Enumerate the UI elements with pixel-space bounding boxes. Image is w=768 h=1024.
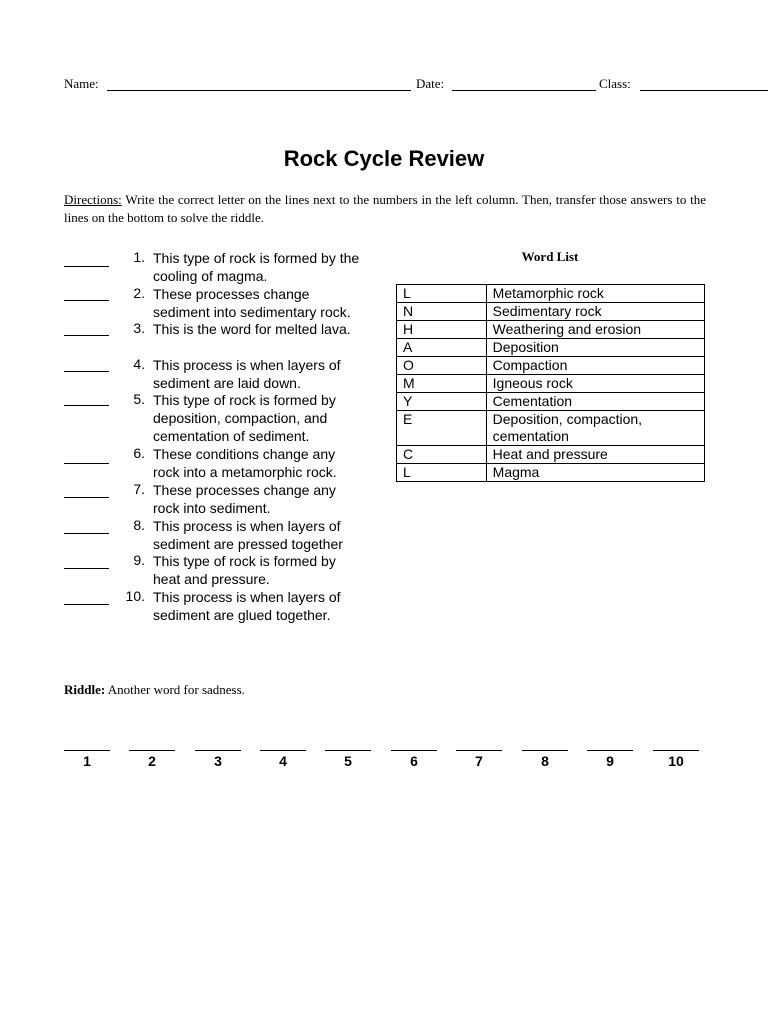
question-number: 4. bbox=[133, 356, 145, 372]
riddle-number: 2 bbox=[148, 753, 156, 769]
word-term: Magma bbox=[486, 464, 704, 482]
question-text: This process is when layers of sediment are pressed together bbox=[153, 518, 343, 552]
riddle-number: 8 bbox=[541, 753, 549, 769]
name-label: Name: bbox=[64, 76, 99, 91]
riddle-number: 3 bbox=[214, 753, 222, 769]
riddle-blank-10[interactable] bbox=[653, 750, 699, 751]
word-letter: E bbox=[397, 411, 487, 446]
word-letter: N bbox=[397, 303, 487, 321]
riddle-blank-8[interactable] bbox=[522, 750, 568, 751]
answer-blank-3[interactable] bbox=[64, 335, 109, 336]
directions-text: Write the correct letter on the lines next to the numbers in the left column. Then, transfer those answers to the lines on the bottom to solve the riddle. bbox=[64, 192, 706, 225]
answer-blank-5[interactable] bbox=[64, 405, 109, 406]
answer-blank-10[interactable] bbox=[64, 604, 109, 605]
question-text: This type of rock is formed by the cooling of magma. bbox=[153, 250, 360, 284]
class-label: Class: bbox=[599, 76, 631, 91]
question-text: This process is when layers of sediment are glued together. bbox=[153, 589, 341, 623]
word-term: Metamorphic rock bbox=[486, 285, 704, 303]
answer-blank-1[interactable] bbox=[64, 266, 109, 267]
word-term: Deposition bbox=[486, 339, 704, 357]
table-row bbox=[397, 464, 705, 482]
table-row bbox=[397, 339, 705, 357]
table-row bbox=[397, 321, 705, 339]
riddle-blank-3[interactable] bbox=[195, 750, 241, 751]
riddle-blank-1[interactable] bbox=[64, 750, 110, 751]
riddle-blank-2[interactable] bbox=[129, 750, 175, 751]
answer-blank-7[interactable] bbox=[64, 497, 109, 498]
question-text: This type of rock is formed by heat and pressure. bbox=[153, 553, 336, 587]
riddle-number: 10 bbox=[668, 753, 684, 769]
riddle bbox=[64, 682, 245, 698]
page-title: Rock Cycle Review bbox=[283, 146, 485, 171]
word-term: Weathering and erosion bbox=[486, 321, 704, 339]
directions bbox=[64, 191, 706, 227]
table-row bbox=[397, 446, 705, 464]
table-row bbox=[397, 303, 705, 321]
riddle-text: Another word for sadness. bbox=[107, 682, 245, 697]
riddle-number: 9 bbox=[606, 753, 614, 769]
word-term: Cementation bbox=[486, 393, 704, 411]
riddle-blank-5[interactable] bbox=[325, 750, 371, 751]
question-number: 2. bbox=[133, 285, 145, 301]
riddle-blank-7[interactable] bbox=[456, 750, 502, 751]
date-line[interactable] bbox=[452, 90, 596, 91]
table-row bbox=[397, 411, 705, 446]
word-letter: C bbox=[397, 446, 487, 464]
header-fields bbox=[64, 76, 706, 94]
word-letter: H bbox=[397, 321, 487, 339]
question-number: 3. bbox=[133, 320, 145, 336]
word-term: Igneous rock bbox=[486, 375, 704, 393]
word-letter: M bbox=[397, 375, 487, 393]
word-letter: A bbox=[397, 339, 487, 357]
question-number: 1. bbox=[133, 249, 145, 265]
answer-blank-2[interactable] bbox=[64, 300, 109, 301]
class-line[interactable] bbox=[640, 90, 768, 91]
table-row bbox=[397, 393, 705, 411]
date-label: Date: bbox=[416, 76, 445, 91]
question-text: These processes change any rock into sediment. bbox=[153, 482, 336, 516]
riddle-number: 1 bbox=[83, 753, 91, 769]
question-text: This process is when layers of sediment are laid down. bbox=[153, 357, 341, 391]
word-term: Sedimentary rock bbox=[486, 303, 704, 321]
word-term: Heat and pressure bbox=[486, 446, 704, 464]
question-text: This type of rock is formed by deposition, compaction, and cementation of sediment. bbox=[153, 392, 336, 444]
word-list-title: Word List bbox=[521, 249, 579, 264]
table-row bbox=[397, 375, 705, 393]
question-number: 8. bbox=[133, 517, 145, 533]
question-text: These processes change sediment into sedimentary rock. bbox=[153, 286, 351, 320]
riddle-blank-6[interactable] bbox=[391, 750, 437, 751]
word-letter: L bbox=[397, 285, 487, 303]
riddle-number: 6 bbox=[410, 753, 418, 769]
word-term: Compaction bbox=[486, 357, 704, 375]
word-term: Deposition, compaction, cementation bbox=[486, 411, 704, 446]
question-number: 10. bbox=[125, 588, 145, 604]
directions-label: Directions: bbox=[64, 192, 122, 207]
riddle-number: 4 bbox=[279, 753, 287, 769]
riddle-number: 5 bbox=[344, 753, 352, 769]
answer-blank-8[interactable] bbox=[64, 533, 109, 534]
table-row bbox=[397, 285, 705, 303]
word-letter: O bbox=[397, 357, 487, 375]
riddle-blank-4[interactable] bbox=[260, 750, 306, 751]
riddle-label: Riddle: bbox=[64, 682, 106, 697]
word-list-table bbox=[396, 284, 705, 482]
answer-blank-9[interactable] bbox=[64, 568, 109, 569]
name-line[interactable] bbox=[107, 90, 411, 91]
answer-blank-6[interactable] bbox=[64, 463, 109, 464]
word-letter: Y bbox=[397, 393, 487, 411]
answer-blank-4[interactable] bbox=[64, 371, 109, 372]
question-text: These conditions change any rock into a metamorphic rock. bbox=[153, 446, 337, 480]
table-row bbox=[397, 357, 705, 375]
riddle-number: 7 bbox=[475, 753, 483, 769]
question-number: 6. bbox=[133, 445, 145, 461]
question-number: 9. bbox=[133, 552, 145, 568]
riddle-blank-9[interactable] bbox=[587, 750, 633, 751]
word-letter: L bbox=[397, 464, 487, 482]
question-number: 5. bbox=[133, 391, 145, 407]
question-text: This is the word for melted lava. bbox=[153, 321, 351, 337]
question-number: 7. bbox=[133, 481, 145, 497]
